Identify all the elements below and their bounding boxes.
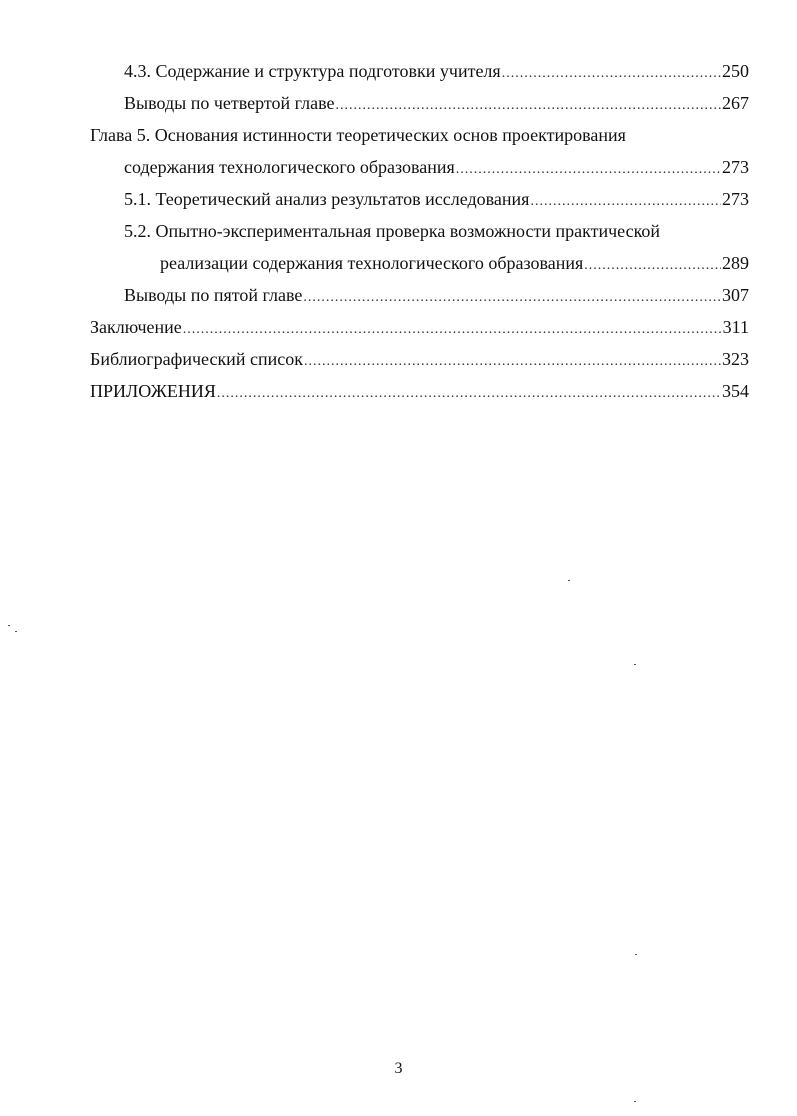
scan-speck	[15, 631, 17, 632]
toc-entry-page: 354	[722, 381, 749, 401]
toc-dot-leader	[502, 63, 721, 85]
toc-entry-chapter-5-line1: Глава 5. Основания истинности теоретических основ проектирования	[90, 125, 626, 145]
toc-dot-leader	[584, 255, 721, 277]
toc-entry-page: 273	[722, 157, 749, 177]
toc-dot-leader	[303, 287, 721, 309]
toc-entry-5-1	[124, 188, 749, 213]
toc-entry-page: 289	[722, 253, 749, 273]
toc-entry-conclusions-5	[124, 284, 749, 309]
scan-speck	[568, 580, 570, 581]
toc-entry-page: 273	[722, 189, 749, 209]
toc-entry-page: 267	[722, 93, 749, 113]
toc-entry-title: содержания технологического образования	[124, 157, 455, 177]
toc-entry-title: Выводы по четвертой главе	[124, 93, 335, 113]
toc-entry-4-3	[124, 60, 749, 85]
toc-entry-conclusions-4	[124, 92, 749, 117]
toc-entry-chapter-5	[124, 156, 749, 181]
toc-entry-title: 5.1. Теоретический анализ результатов исследования	[124, 189, 530, 209]
toc-dot-leader	[183, 319, 722, 341]
toc-entry-title: Заключение	[90, 317, 182, 337]
toc-entry-title: Выводы по пятой главе	[124, 285, 303, 305]
toc-entry-page: 323	[722, 349, 749, 369]
scan-speck	[634, 1101, 636, 1102]
toc-dot-leader	[217, 383, 721, 405]
toc-entry-title: ПРИЛОЖЕНИЯ	[90, 381, 216, 401]
toc-entry-page: 311	[722, 317, 749, 337]
toc-entry-page: 307	[722, 285, 749, 305]
toc-dot-leader	[335, 95, 721, 117]
page-number: 3	[394, 1060, 403, 1077]
toc-entry-conclusion	[90, 316, 749, 341]
scan-speck	[635, 954, 637, 955]
toc-entry-page: 250	[722, 61, 749, 81]
toc-dot-leader	[304, 351, 721, 373]
toc-entry-bibliography	[90, 348, 749, 373]
toc-entry-title: реализации содержания технологического образования	[160, 253, 584, 273]
toc-entry-title: Библиографический список	[90, 349, 303, 369]
toc-entry-title: 4.3. Содержание и структура подготовки учителя	[124, 61, 501, 81]
toc-entry-appendices	[90, 380, 749, 405]
scan-speck	[634, 664, 636, 665]
toc-dot-leader	[530, 191, 721, 213]
toc-entry-5-2	[160, 252, 749, 277]
toc-entry-5-2-line1: 5.2. Опытно-экспериментальная проверка возможности практической	[124, 221, 661, 241]
scan-speck	[8, 625, 10, 626]
toc-dot-leader	[456, 159, 721, 181]
